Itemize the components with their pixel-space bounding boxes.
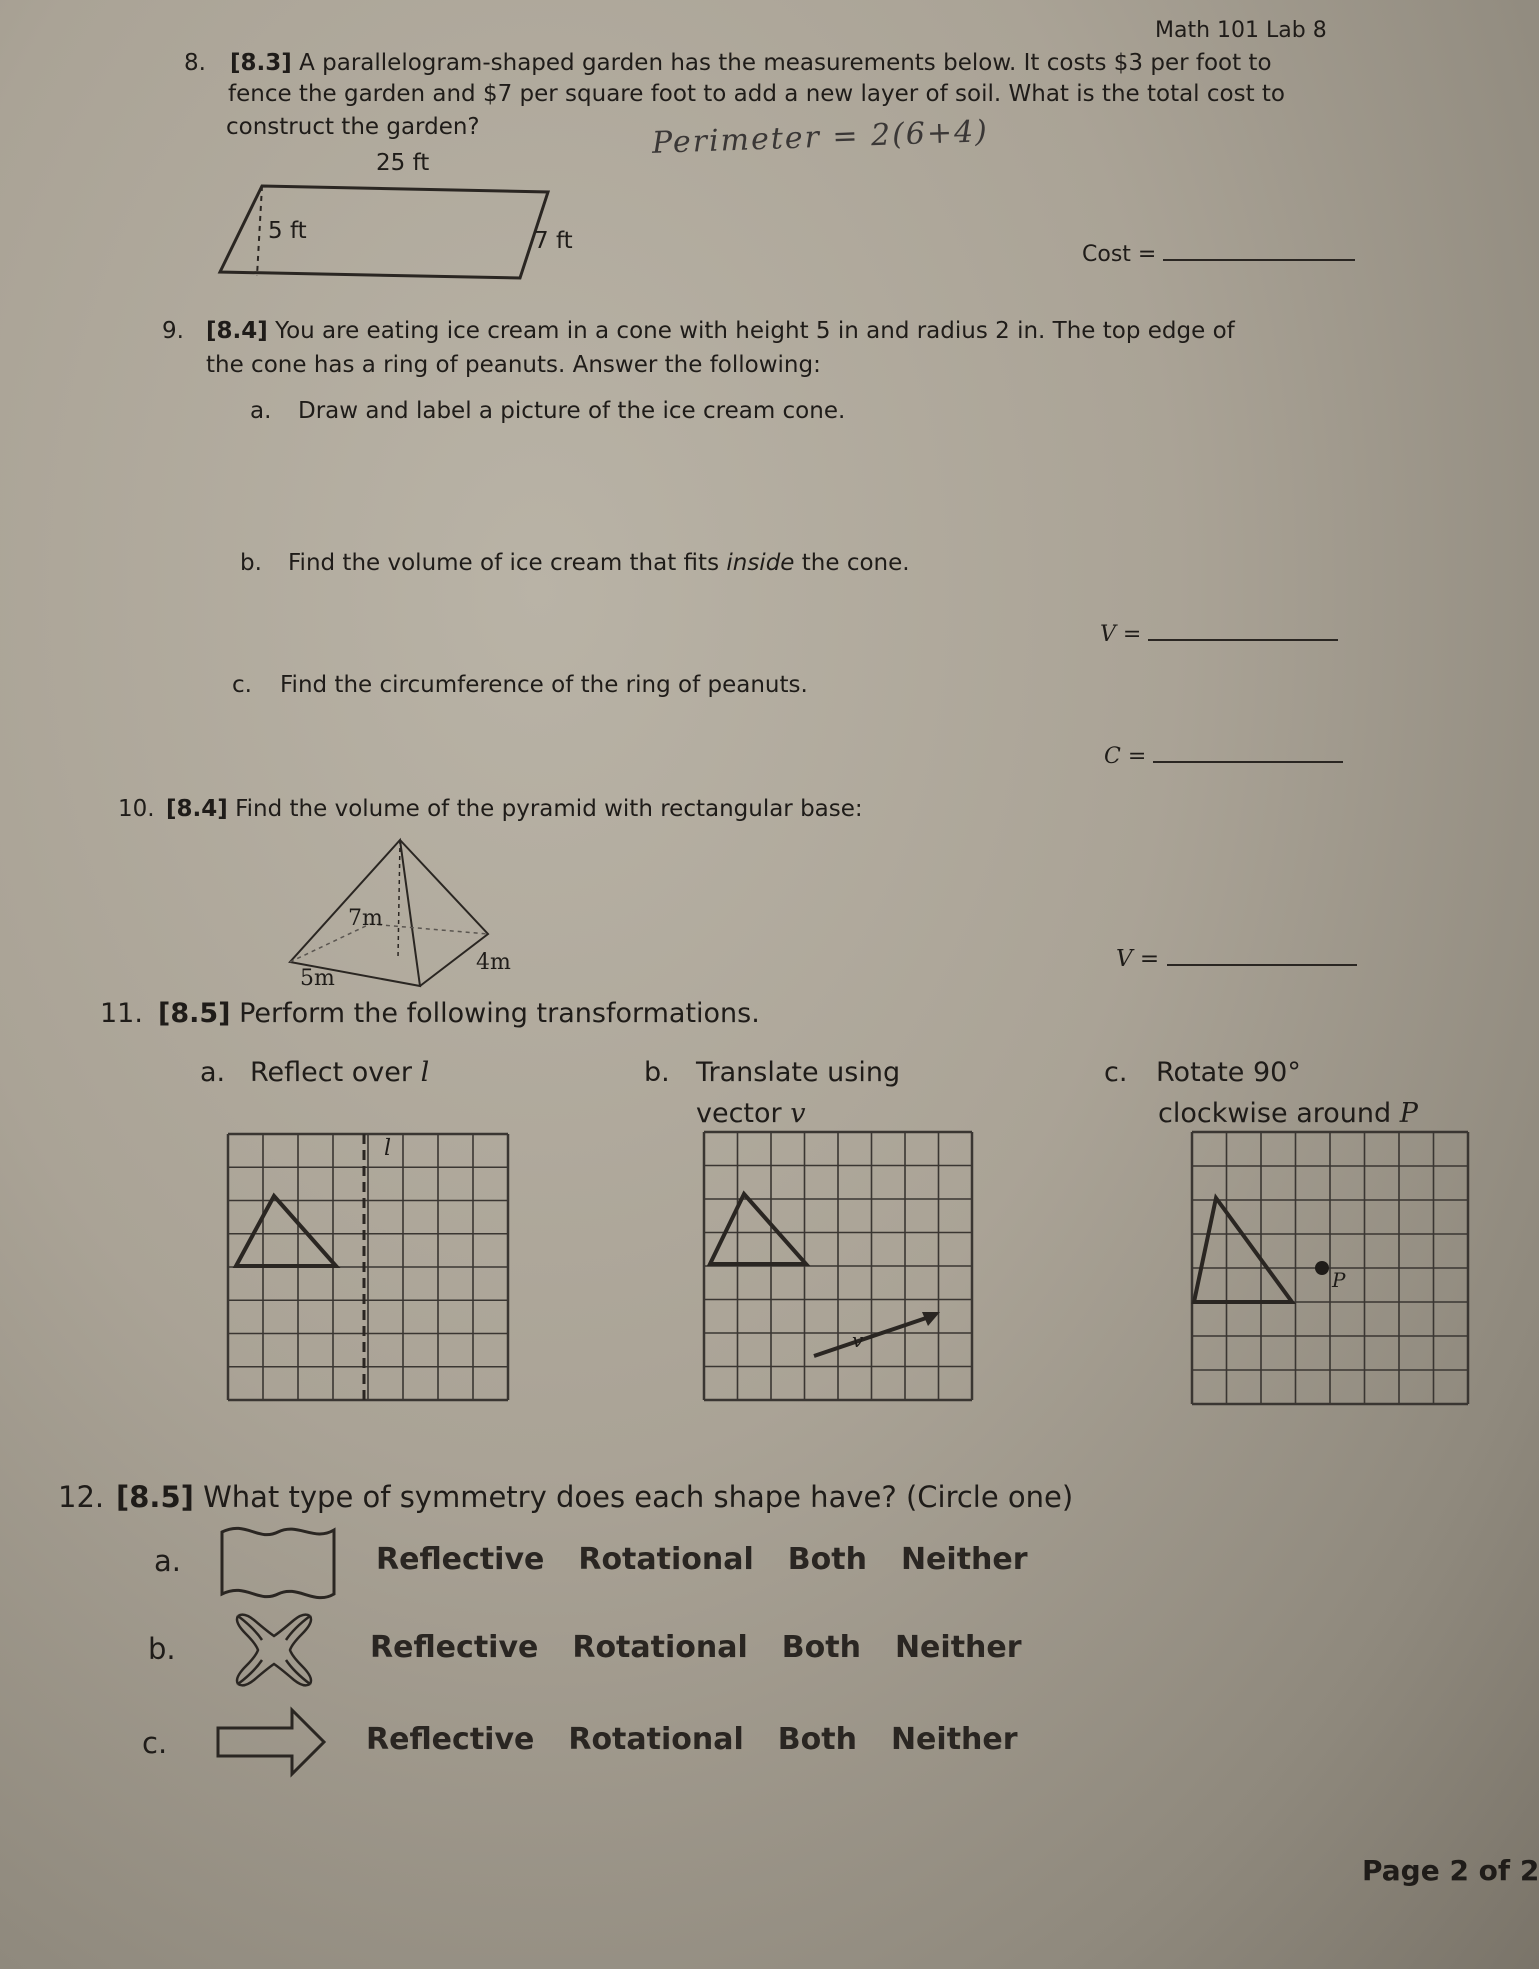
grid-b-vector-label: v xyxy=(852,1328,864,1352)
q10-volume-answer: V = xyxy=(1116,946,1357,972)
parallelogram-top-label: 25 ft xyxy=(376,150,430,176)
q9c-text: Find the circumference of the ring of peanuts. xyxy=(280,672,808,698)
wavy-rectangle-shape xyxy=(218,1518,338,1608)
q9-line2: the cone has a ring of peanuts. Answer the following: xyxy=(206,352,821,378)
q8-line2: fence the garden and $7 per square foot to add a new layer of soil. What is the total cost to xyxy=(228,81,1286,107)
q11c-letter: c. xyxy=(1104,1057,1128,1088)
q12c-neither[interactable]: Neither xyxy=(890,1722,1018,1757)
vector-v-shaft xyxy=(814,1316,932,1356)
grid-a-reflection[interactable] xyxy=(228,1134,508,1400)
q12-number: 12. xyxy=(58,1480,105,1514)
q8-number: 8. xyxy=(184,50,206,76)
q8-line3: construct the garden? xyxy=(226,114,480,140)
q9-line1: [8.4] You are eating ice cream in a cone with height 5 in and radius 2 in. The top edge of xyxy=(206,318,1235,344)
q11-number: 11. xyxy=(100,998,143,1029)
grid-c-rotation[interactable] xyxy=(1192,1132,1468,1404)
q9b-volume-answer: V = xyxy=(1100,622,1338,647)
q12a-reflective[interactable]: Reflective xyxy=(376,1542,545,1577)
pyramid-height-label: 7m xyxy=(348,906,383,931)
q10-text: [8.4] Find the volume of the pyramid with rectangular base: xyxy=(166,796,863,822)
q12a-both[interactable]: Both xyxy=(787,1542,867,1577)
arrow-shape xyxy=(214,1706,330,1778)
q8-line1: [8.3] A parallelogram-shaped garden has the measurements below. It costs $3 per foot to xyxy=(230,50,1272,76)
q9-number: 9. xyxy=(162,318,184,344)
q12b-reflective[interactable]: Reflective xyxy=(370,1630,539,1665)
q12c-options xyxy=(366,1722,1018,1757)
q11a-text: Reflect over l xyxy=(250,1057,430,1088)
q11b-line1: Translate using xyxy=(696,1057,901,1088)
grid-a-line-label: l xyxy=(384,1136,392,1161)
q12b-neither[interactable]: Neither xyxy=(894,1630,1022,1665)
parallelogram-height-label: 5 ft xyxy=(268,218,307,244)
grid-b-translation[interactable] xyxy=(704,1132,972,1400)
q12b-rotational[interactable]: Rotational xyxy=(572,1630,748,1665)
q11c-line2: clockwise around P xyxy=(1158,1098,1418,1129)
q9b-text: Find the volume of ice cream that fits inside the cone. xyxy=(288,550,910,576)
q12c-both[interactable]: Both xyxy=(777,1722,857,1757)
q12c-letter: c. xyxy=(142,1726,168,1760)
q9b-letter: b. xyxy=(240,550,262,576)
curved-x-shape xyxy=(234,1610,314,1690)
q12b-letter: b. xyxy=(148,1632,176,1666)
point-p xyxy=(1315,1261,1329,1275)
q12a-neither[interactable]: Neither xyxy=(900,1542,1028,1577)
q11c-line1: Rotate 90° xyxy=(1156,1057,1301,1088)
q12a-letter: a. xyxy=(154,1544,181,1578)
grid-b-triangle xyxy=(710,1194,806,1264)
handwritten-perimeter-note: Perimeter = 2(6+4) xyxy=(651,114,990,161)
page-number: Page 2 of 2 xyxy=(1362,1854,1539,1887)
grid-a-triangle xyxy=(236,1196,336,1266)
q9a-text: Draw and label a picture of the ice cream cone. xyxy=(298,398,846,424)
q12c-reflective[interactable]: Reflective xyxy=(366,1722,535,1757)
q12a-rotational[interactable]: Rotational xyxy=(578,1542,754,1577)
q8-cost-answer: Cost = xyxy=(1082,242,1355,267)
q12b-both[interactable]: Both xyxy=(781,1630,861,1665)
q11b-line2: vector v xyxy=(696,1098,806,1129)
q12c-rotational[interactable]: Rotational xyxy=(568,1722,744,1757)
q11-text: [8.5] Perform the following transformations. xyxy=(158,998,760,1029)
q9a-letter: a. xyxy=(250,398,272,424)
q12a-options xyxy=(376,1542,1028,1577)
q9c-letter: c. xyxy=(232,672,252,698)
parallelogram-side-label: 7 ft xyxy=(534,228,573,254)
q11b-letter: b. xyxy=(644,1057,670,1088)
q11a-letter: a. xyxy=(200,1057,226,1088)
grid-c-triangle xyxy=(1194,1198,1292,1302)
grid-c-point-label: P xyxy=(1332,1268,1346,1292)
q12-text: [8.5] What type of symmetry does each shape have? (Circle one) xyxy=(116,1480,1074,1514)
course-lab-title: Math 101 Lab 8 xyxy=(1155,18,1327,43)
q12b-options xyxy=(370,1630,1022,1665)
pyramid-depth-label: 4m xyxy=(476,950,511,975)
q10-number: 10. xyxy=(118,796,155,822)
q9c-circumference-answer: C = xyxy=(1104,744,1343,769)
pyramid-width-label: 5m xyxy=(300,966,335,991)
